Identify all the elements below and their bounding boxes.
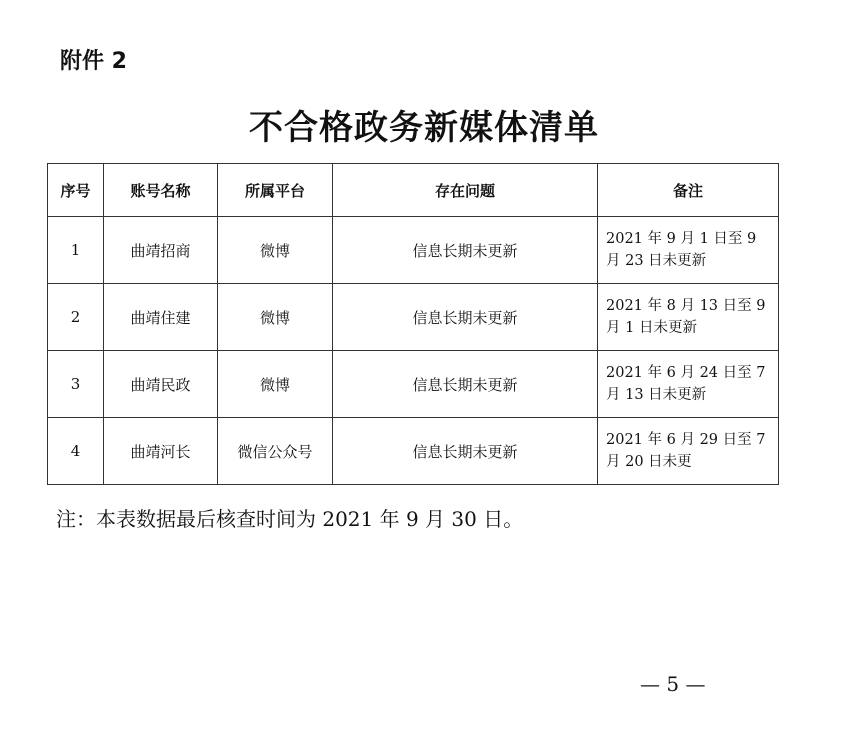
cell-number: 4 <box>48 418 104 485</box>
cell-account: 曲靖民政 <box>104 351 218 418</box>
remark-line-1: 2021 年 9 月 1 日至 9 <box>606 231 757 247</box>
header-issue: 存在问题 <box>333 164 598 217</box>
cell-number: 3 <box>48 351 104 418</box>
table-header-row <box>48 164 779 217</box>
table-row <box>48 351 779 418</box>
cell-issue: 信息长期未更新 <box>333 418 598 485</box>
remark-line-2: 月 20 日未更 <box>606 454 692 470</box>
noncompliant-media-table <box>47 163 779 485</box>
cell-platform: 微博 <box>218 284 333 351</box>
cell-account: 曲靖河长 <box>104 418 218 485</box>
table-row <box>48 217 779 284</box>
remark-line-2: 月 13 日未更新 <box>606 387 707 403</box>
cell-number: 1 <box>48 217 104 284</box>
cell-issue: 信息长期未更新 <box>333 351 598 418</box>
cell-account: 曲靖住建 <box>104 284 218 351</box>
cell-platform: 微信公众号 <box>218 418 333 485</box>
cell-remark <box>598 217 779 284</box>
remark-line-1: 2021 年 6 月 24 日至 7 <box>606 365 766 381</box>
cell-remark <box>598 284 779 351</box>
verification-note: 注：本表数据最后核查时间为 2021 年 9 月 30 日。 <box>56 507 524 531</box>
remark-line-2: 月 1 日未更新 <box>606 320 697 336</box>
attachment-label: 附件 2 <box>60 49 127 74</box>
cell-platform: 微博 <box>218 217 333 284</box>
header-platform: 所属平台 <box>218 164 333 217</box>
header-number: 序号 <box>48 164 104 217</box>
cell-remark <box>598 351 779 418</box>
remark-line-1: 2021 年 6 月 29 日至 7 <box>606 432 766 448</box>
cell-account: 曲靖招商 <box>104 217 218 284</box>
header-account-name: 账号名称 <box>104 164 218 217</box>
cell-issue: 信息长期未更新 <box>333 217 598 284</box>
table-row <box>48 284 779 351</box>
cell-issue: 信息长期未更新 <box>333 284 598 351</box>
cell-number: 2 <box>48 284 104 351</box>
remark-line-2: 月 23 日未更新 <box>606 253 707 269</box>
table-row <box>48 418 779 485</box>
remark-line-1: 2021 年 8 月 13 日至 9 <box>606 298 766 314</box>
cell-platform: 微博 <box>218 351 333 418</box>
page-number: — 5 — <box>640 672 706 696</box>
document-title: 不合格政务新媒体清单 <box>249 108 599 148</box>
header-remark: 备注 <box>598 164 779 217</box>
cell-remark <box>598 418 779 485</box>
